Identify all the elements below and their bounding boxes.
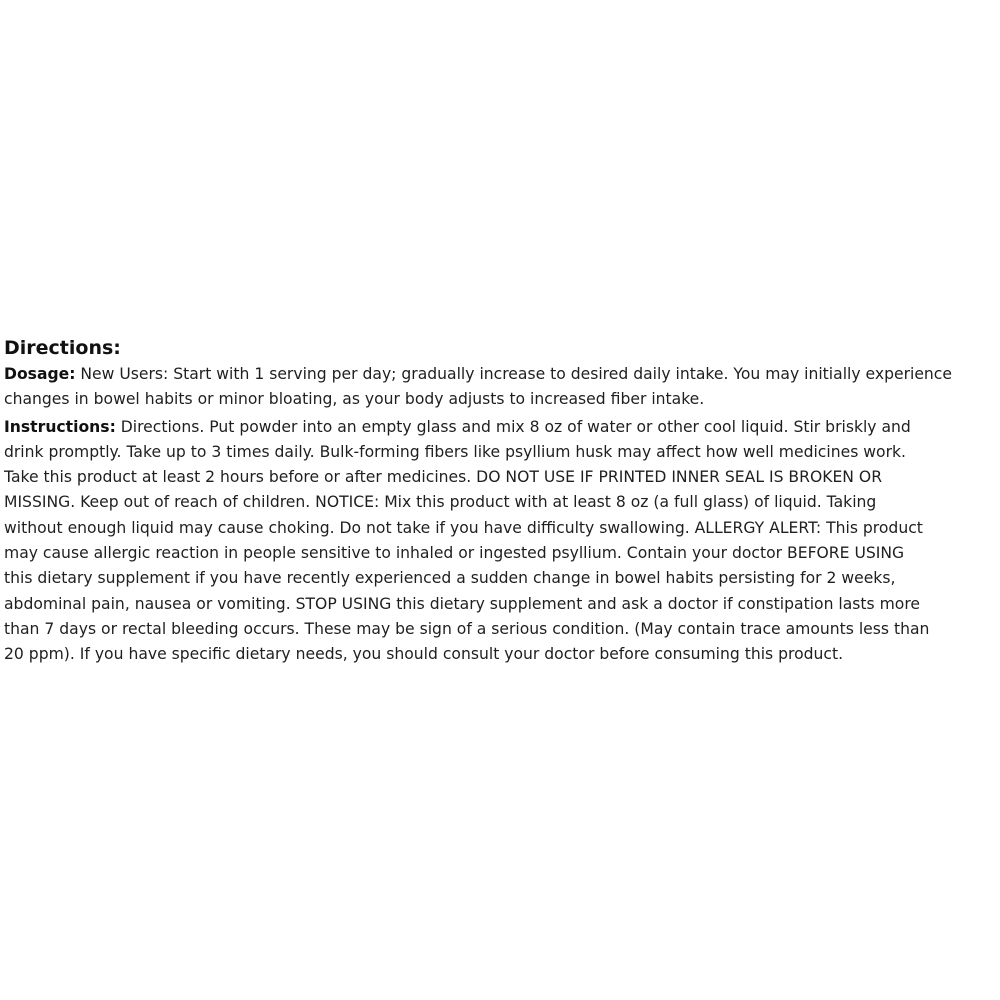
- instructions-line: than 7 days or rectal bleeding occurs. These may be sign of a serious condition. (May contain trace amounts less than: [4, 619, 930, 638]
- instructions-line: may cause allergic reaction in people sensitive to inhaled or ingested psyllium. Contain your doctor BEFORE USING: [4, 544, 905, 563]
- instructions-line: Take this product at least 2 hours before or after medicines. DO NOT USE IF PRINTED INNER SEAL IS BROKEN OR: [4, 468, 883, 487]
- instructions-text: Directions. Put powder into an empty glass and mix 8 oz of water or other cool liquid. Stir briskly and: [115, 417, 911, 436]
- dosage-label: Dosage:: [4, 365, 76, 383]
- instructions-label: Instructions:: [4, 417, 116, 436]
- instructions-line: this dietary supplement if you have recently experienced a sudden change in bowel habits persisting for 2 weeks,: [4, 569, 896, 588]
- instructions-line: 20 ppm). If you have specific dietary needs, you should consult your doctor before consuming this product.: [4, 645, 844, 664]
- instructions-line: [4, 415, 1000, 440]
- dosage-line: changes in bowel habits or minor bloating, as your body adjusts to increased fiber intake.: [4, 390, 705, 409]
- instructions-line: drink promptly. Take up to 3 times daily. Bulk-forming fibers like psyllium husk may affect how well medicines work.: [4, 442, 906, 461]
- instructions-paragraph: [4, 415, 1000, 668]
- directions-section: [4, 336, 1000, 668]
- dosage-text: New Users: Start with 1 serving per day; gradually increase to desired daily intake. You may initially experience: [75, 365, 952, 383]
- instructions-line: without enough liquid may cause choking. Do not take if you have difficulty swallowing. ALLERGY ALERT: This product: [4, 518, 923, 537]
- instructions-line: MISSING. Keep out of reach of children. NOTICE: Mix this product with at least 8 oz (a full glass) of liquid. Taking: [4, 493, 877, 512]
- directions-heading: Directions:: [4, 337, 121, 359]
- instructions-line: abdominal pain, nausea or vomiting. STOP USING this dietary supplement and ask a doctor if constipation lasts more: [4, 594, 921, 613]
- dosage-line: [4, 362, 1000, 387]
- dosage-paragraph: [4, 362, 1000, 413]
